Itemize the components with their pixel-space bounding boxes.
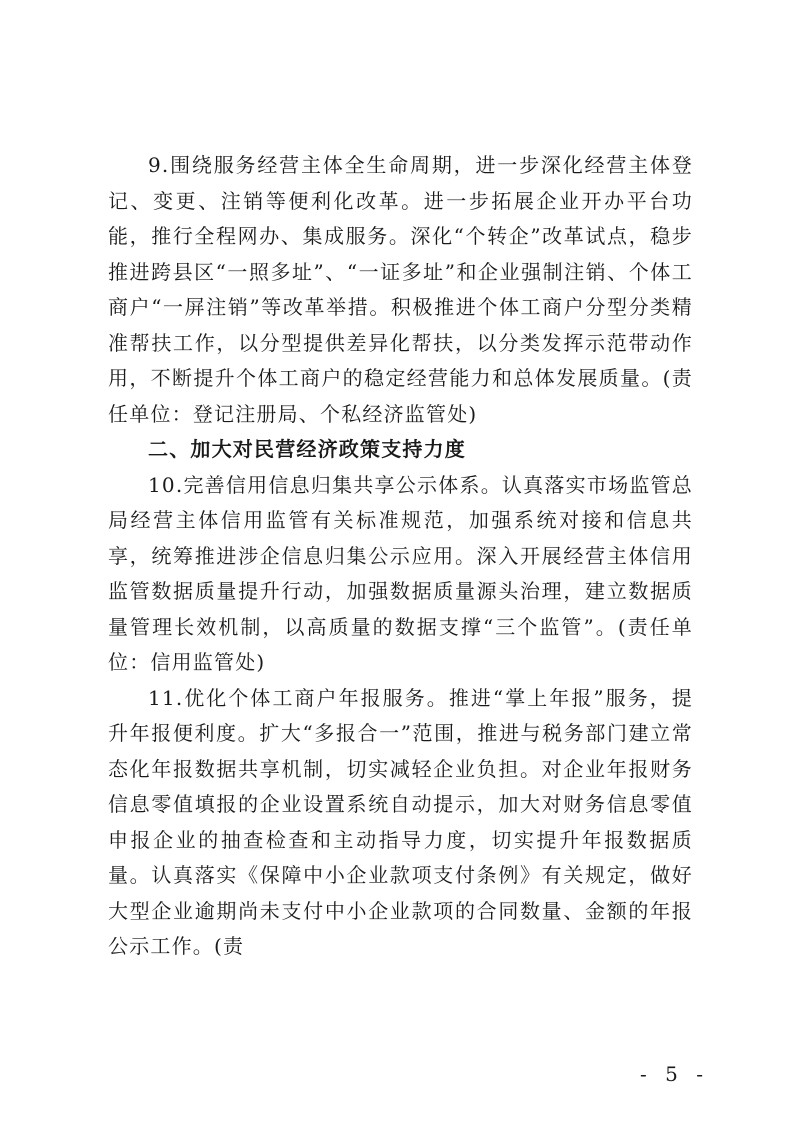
page-number: - 5 - bbox=[640, 1062, 709, 1086]
paragraph-item-10: 10.完善信用信息归集共享公示体系。认真落实市场监管总局经营主体信用监管有关标准规范，加强系统对接和信息共享，统筹推进涉企信息归集公示应用。深入开展经营主体信用监管数据质量提升行动，加强数据质量源头治理，建立数据质量管理长效机制，以高质量的数据支撑“三个监管”。(责任单位：信用监管处) bbox=[108, 472, 693, 674]
section-heading: 二、加大对民营经济政策支持力度 bbox=[148, 437, 466, 461]
document-body bbox=[108, 148, 693, 965]
paragraph-item-11: 11.优化个体工商户年报服务。推进“掌上年报”服务，提升年报便利度。扩大“多报合一”范围，推进与税务部门建立常态化年报数据共享机制，切实减轻企业负担。对企业年报财务信息零值填报的企业设置系统自动提示，加大对财务信息零值申报企业的抽查检查和主动指导力度，切实提升年报数据质量。认真落实《保障中小企业款项支付条例》有关规定，做好大型企业逾期尚未支付中小企业款项的合同数量、金额的年报公示工作。(责 bbox=[108, 685, 693, 958]
paragraph-item-9: 9.围绕服务经营主体全生命周期，进一步深化经营主体登记、变更、注销等便利化改革。进一步拓展企业开办平台功能，推行全程网办、集成服务。深化“个转企”改革试点，稳步推进跨县区“一照多址”、“一证多址”和企业强制注销、个体工商户“一屏注销”等改革举措。积极推进个体工商户分型分类精准帮扶工作，以分型提供差异化帮扶，以分类发挥示范带动作用，不断提升个体工商户的稳定经营能力和总体发展质量。(责任单位：登记注册局、个私经济监管处) bbox=[108, 153, 693, 426]
